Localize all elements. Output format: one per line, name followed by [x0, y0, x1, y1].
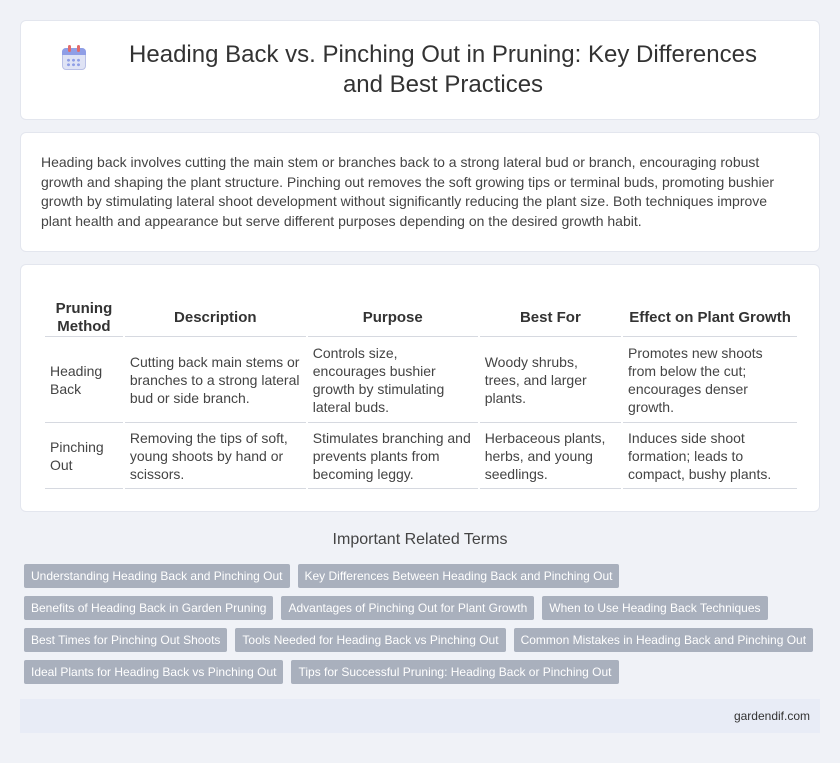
intro-card — [20, 132, 820, 252]
related-tag[interactable]: Ideal Plants for Heading Back vs Pinching Out — [24, 660, 283, 684]
related-tags — [24, 564, 824, 692]
related-tag[interactable]: Common Mistakes in Heading Back and Pinching Out — [514, 628, 813, 652]
column-header: Description — [125, 293, 306, 337]
related-tag[interactable]: Understanding Heading Back and Pinching Out — [24, 564, 290, 588]
table-cell: Induces side shoot formation; leads to compact, bushy plants. — [623, 423, 797, 489]
site-credit[interactable]: gardendif.com — [733, 709, 810, 723]
related-tag[interactable]: Tips for Successful Pruning: Heading Back or Pinching Out — [291, 660, 618, 684]
page-title: Heading Back vs. Pinching Out in Pruning: Key Differences and Best Practices — [129, 41, 757, 98]
related-tag[interactable]: Key Differences Between Heading Back and Pinching Out — [298, 564, 620, 588]
table-cell: Promotes new shoots from below the cut; encourages denser growth. — [623, 337, 797, 423]
table-cell: Pinching Out — [45, 423, 123, 489]
table-cell: Removing the tips of soft, young shoots by hand or scissors. — [125, 423, 306, 489]
column-header: Pruning Method — [45, 293, 123, 337]
table-header-row — [45, 293, 797, 337]
column-header: Effect on Plant Growth — [623, 293, 797, 337]
column-header: Best For — [480, 293, 621, 337]
related-tag[interactable]: When to Use Heading Back Techniques — [542, 596, 767, 620]
column-header: Purpose — [308, 293, 478, 337]
table-row — [45, 337, 797, 423]
title-card — [20, 20, 820, 120]
table-cell: Stimulates branching and prevents plants from becoming leggy. — [308, 423, 478, 489]
table-cell: Cutting back main stems or branches to a strong lateral bud or side branch. — [125, 337, 306, 423]
related-terms-title: Important Related Terms — [332, 531, 508, 548]
intro-text: Heading back involves cutting the main stem or branches back to a strong lateral bud or branch, encouraging robust growth and shaping the plant structure. Pinching out removes the soft growing tips or terminal buds, promoting bushier growth by stimulating lateral shoot development without significantly reducing the plant size. Both techniques improve plant health and appearance but serve different purposes depending on the desired growth habit. — [41, 154, 775, 229]
comparison-table — [43, 293, 799, 489]
table-cell: Herbaceous plants, herbs, and young seedlings. — [480, 423, 621, 489]
related-tag[interactable]: Advantages of Pinching Out for Plant Growth — [281, 596, 534, 620]
comparison-card — [20, 264, 820, 512]
footer — [20, 699, 820, 733]
table-cell: Woody shrubs, trees, and larger plants. — [480, 337, 621, 423]
related-tag[interactable]: Best Times for Pinching Out Shoots — [24, 628, 227, 652]
calendar-icon — [60, 44, 88, 72]
table-cell: Controls size, encourages bushier growth by stimulating lateral buds. — [308, 337, 478, 423]
related-tag[interactable]: Benefits of Heading Back in Garden Pruning — [24, 596, 273, 620]
related-tag[interactable]: Tools Needed for Heading Back vs Pinching Out — [235, 628, 505, 652]
table-row — [45, 423, 797, 489]
table-cell: Heading Back — [45, 337, 123, 423]
